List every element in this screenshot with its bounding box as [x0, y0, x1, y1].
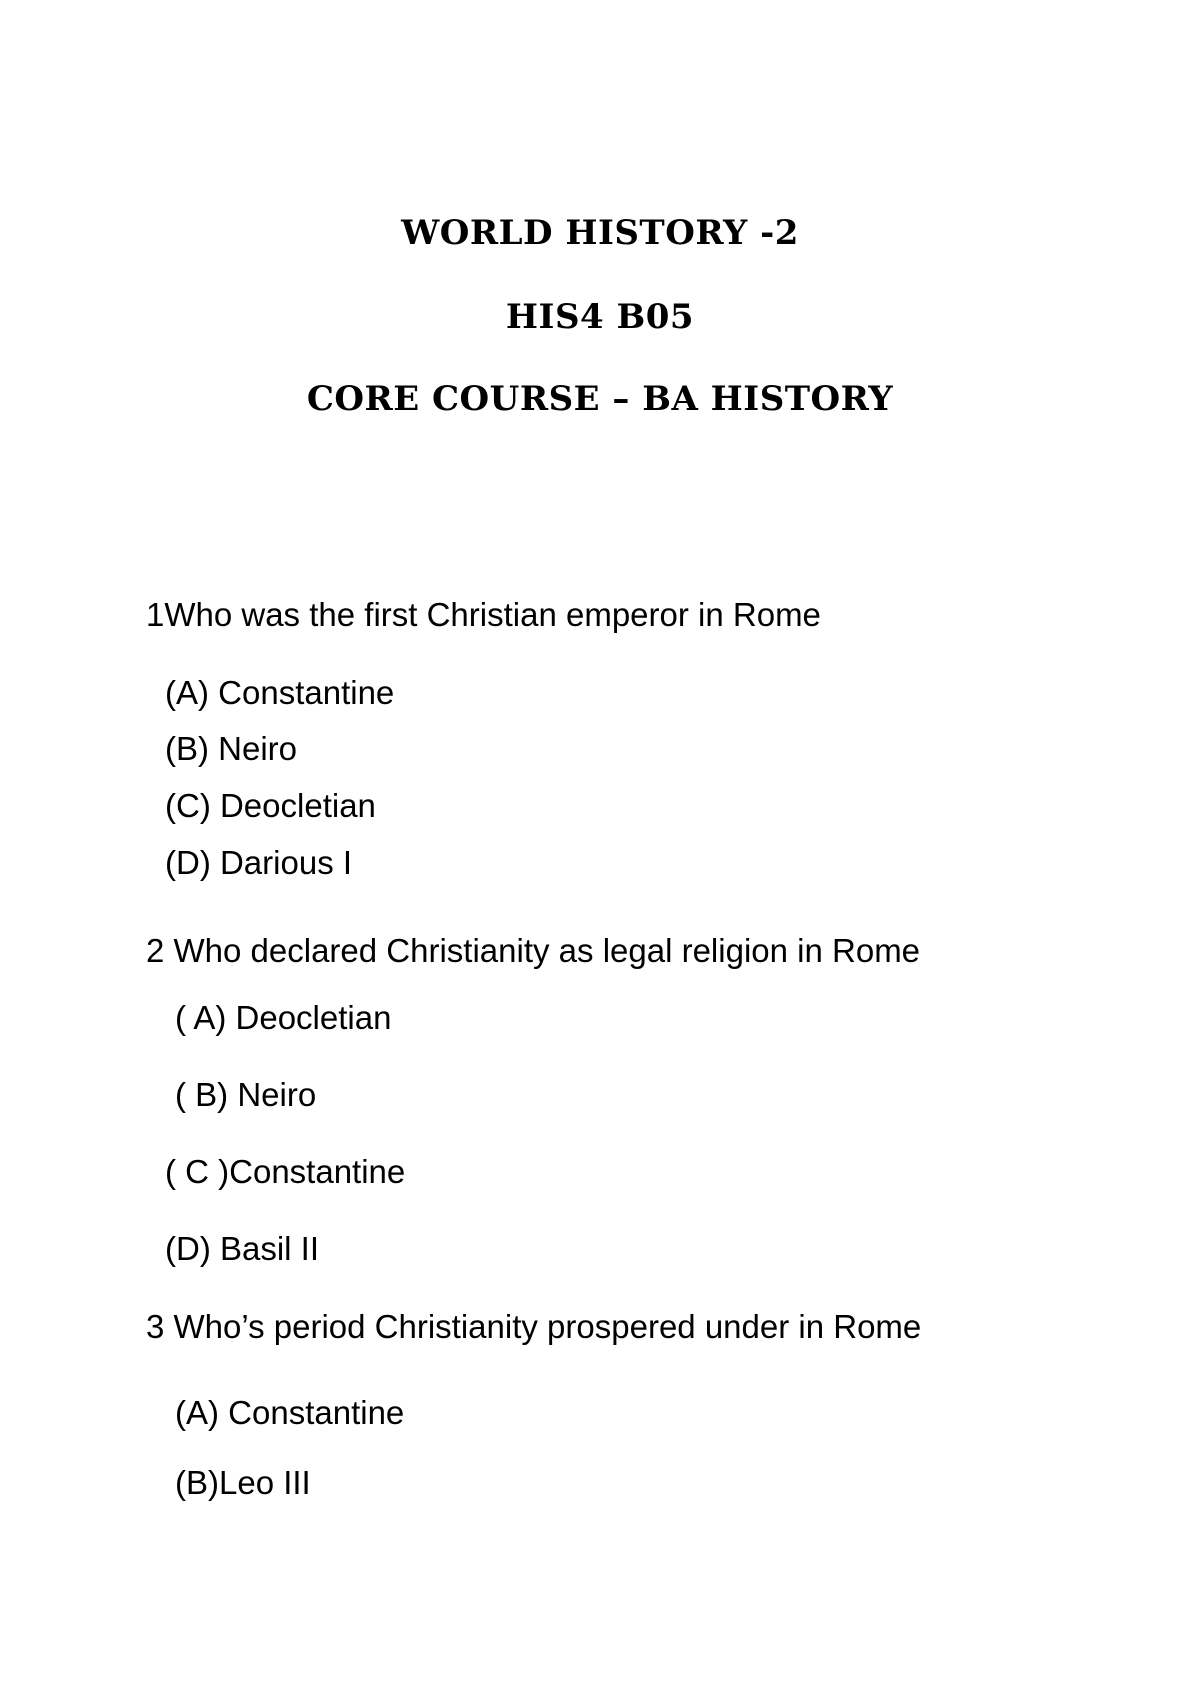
question-1-option-a: (A) Constantine: [165, 674, 395, 711]
course-subtitle: CORE COURSE – BA HISTORY: [306, 379, 894, 419]
question-2-option-c: ( C )Constantine: [165, 1153, 406, 1190]
question-2-option-a: ( A) Deocletian: [175, 999, 392, 1036]
question-3-text: 3 Who’s period Christianity prospered under in Rome: [146, 1308, 922, 1345]
question-1-option-b: (B) Neiro: [165, 730, 298, 767]
question-3-option-b: (B)Leo III: [175, 1464, 311, 1501]
question-3-option-a: (A) Constantine: [175, 1394, 405, 1431]
question-2-text: 2 Who declared Christianity as legal religion in Rome: [146, 932, 921, 969]
question-1-option-d: (D) Darious I: [165, 844, 353, 881]
question-2-option-d: (D) Basil II: [165, 1230, 320, 1267]
question-2-option-b: ( B) Neiro: [175, 1076, 317, 1113]
question-1-option-c: (C) Deocletian: [165, 787, 376, 824]
question-1-text: 1Who was the first Christian emperor in Rome: [146, 596, 821, 633]
course-code: HIS4 B05: [505, 297, 695, 337]
document-title: WORLD HISTORY -2: [401, 213, 799, 253]
